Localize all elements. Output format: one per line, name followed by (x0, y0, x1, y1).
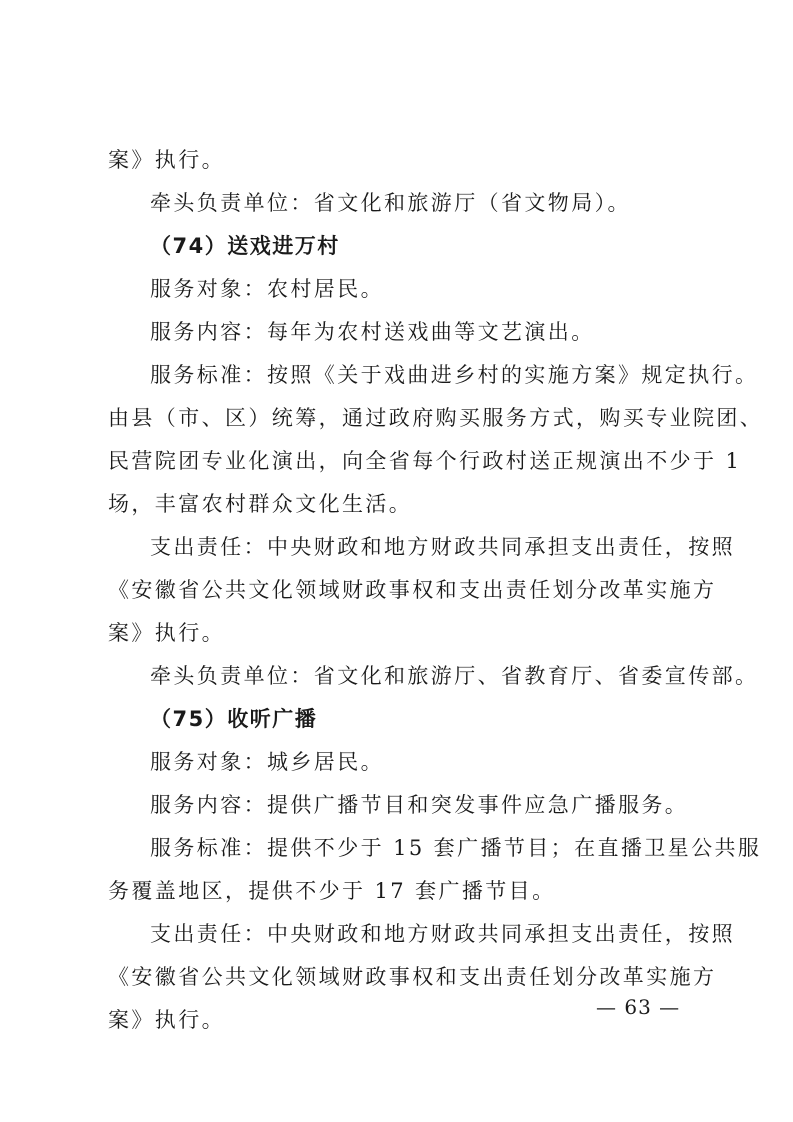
text-line: 案》执行。 (108, 621, 225, 645)
text-line: 服务对象：城乡居民。 (150, 750, 384, 774)
section-heading: （75）收听广播 (150, 707, 318, 731)
text-line: 案》执行。 (108, 148, 225, 172)
text-line: 服务标准：提供不少于 15 套广播节目；在直播卫星公共服 (150, 836, 762, 860)
text-line: 民营院团专业化演出，向全省每个行政村送正规演出不少于 1 (108, 449, 742, 473)
text-line: 《安徽省公共文化领域财政事权和支出责任划分改革实施方 (108, 578, 717, 602)
text-line: 服务标准：按照《关于戏曲进乡村的实施方案》规定执行。 (150, 363, 759, 387)
text-line: 牵头负责单位：省文化和旅游厅（省文物局）。 (150, 191, 631, 215)
text-line: 支出责任：中央财政和地方财政共同承担支出责任，按照 (150, 922, 735, 946)
section-heading: （74）送戏进万村 (150, 234, 340, 258)
text-line: 服务内容：每年为农村送戏曲等文艺演出。 (150, 320, 595, 344)
text-line: 场，丰富农村群众文化生活。 (108, 492, 413, 516)
text-line: 支出责任：中央财政和地方财政共同承担支出责任，按照 (150, 535, 735, 559)
text-line: 务覆盖地区，提供不少于 17 套广播节目。 (108, 879, 556, 903)
text-line: 《安徽省公共文化领域财政事权和支出责任划分改革实施方 (108, 965, 717, 989)
text-line: 牵头负责单位：省文化和旅游厅、省教育厅、省委宣传部。 (150, 664, 759, 688)
text-line: 服务内容：提供广播节目和突发事件应急广播服务。 (150, 793, 689, 817)
page-number: — 63 — (596, 995, 681, 1019)
text-line: 案》执行。 (108, 1008, 225, 1032)
text-line: 由县（市、区）统筹，通过政府购买服务方式，购买专业院团、 (108, 406, 764, 430)
text-line: 服务对象：农村居民。 (150, 277, 384, 301)
